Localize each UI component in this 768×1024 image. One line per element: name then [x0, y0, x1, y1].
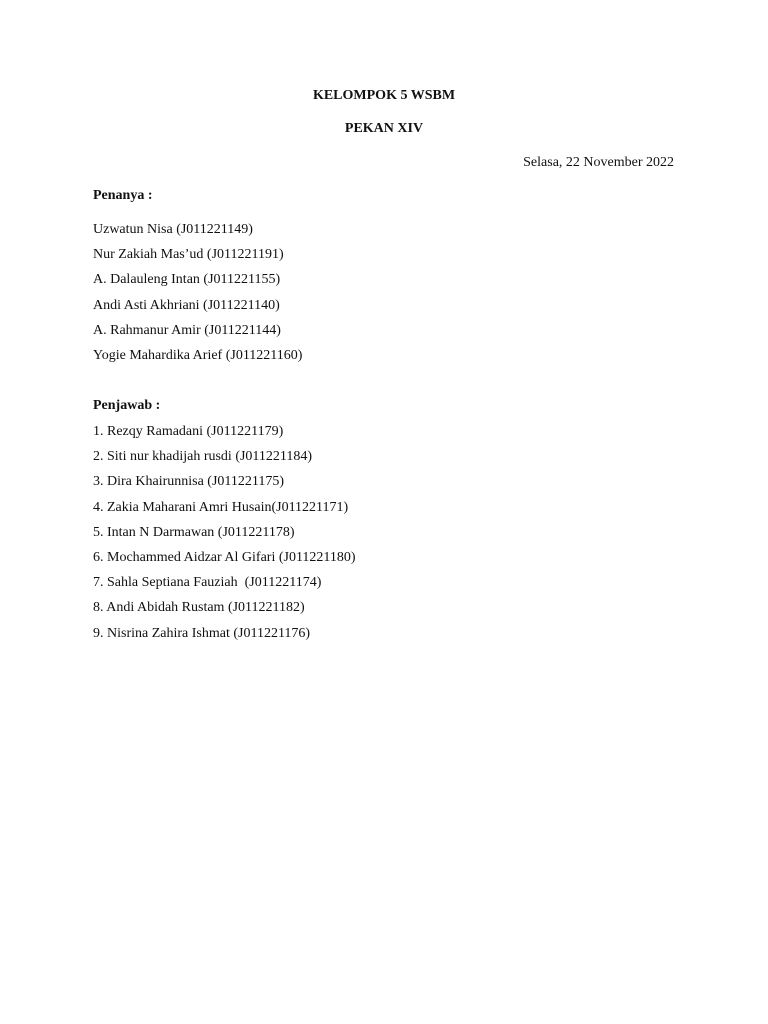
penjawab-member: 2. Siti nur khadijah rusdi (J011221184) — [93, 449, 313, 465]
document-date: Selasa, 22 November 2022 — [523, 155, 674, 170]
document-subtitle: PEKAN XIV — [344, 121, 424, 136]
penjawab-member: 6. Mochammed Aidzar Al Gifari (J011221180) — [93, 549, 356, 565]
penjawab-member: 4. Zakia Maharani Amri Husain(J011221171) — [93, 499, 349, 515]
penanya-member: A. Dalauleng Intan (J011221155) — [93, 272, 281, 288]
penanya-list — [93, 221, 302, 372]
document-title: KELOMPOK 5 WSBM — [312, 88, 456, 103]
penanya-member: Andi Asti Akhriani (J011221140) — [93, 297, 280, 313]
penjawab-member: 9. Nisrina Zahira Ishmat (J011221176) — [93, 625, 311, 641]
penjawab-member: 1. Rezqy Ramadani (J011221179) — [93, 424, 284, 439]
penanya-heading: Penanya : — [93, 188, 153, 203]
penanya-member: A. Rahmanur Amir (J011221144) — [93, 322, 281, 338]
penjawab-member: 8. Andi Abidah Rustam (J011221182) — [93, 600, 305, 616]
penjawab-member: 7. Sahla Septiana Fauziah (J011221174) — [93, 575, 322, 591]
penjawab-member: 3. Dira Khairunnisa (J011221175) — [93, 474, 285, 490]
penanya-member: Yogie Mahardika Arief (J011221160) — [93, 347, 303, 363]
penanya-member: Uzwatun Nisa (J011221149) — [93, 222, 253, 237]
penanya-member: Nur Zakiah Mas’ud (J011221191) — [93, 247, 284, 263]
penjawab-member: 5. Intan N Darmawan (J011221178) — [93, 524, 295, 540]
penjawab-list — [93, 423, 356, 650]
penjawab-heading: Penjawab : — [93, 398, 161, 413]
